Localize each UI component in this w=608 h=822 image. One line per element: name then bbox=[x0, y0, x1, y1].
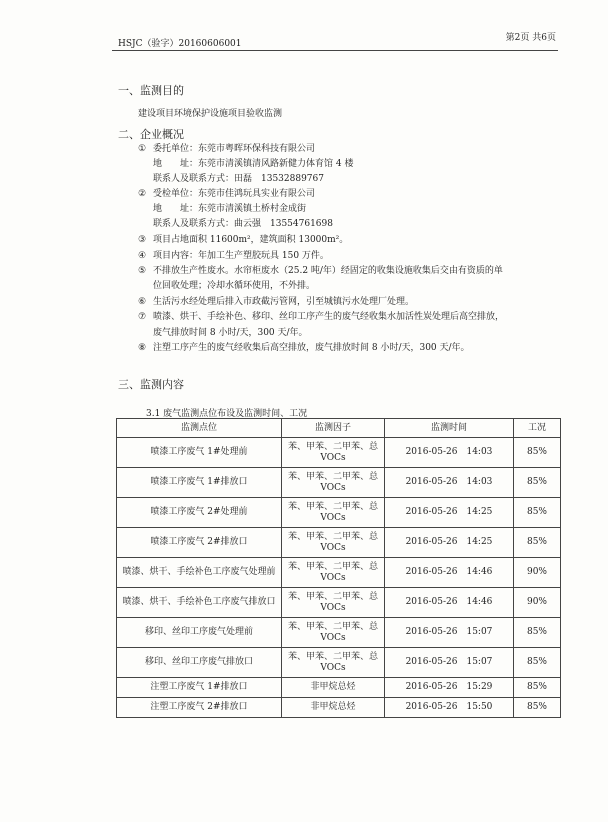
table-row bbox=[117, 618, 561, 648]
cell-factor: 苯、甲苯、二甲苯、总 VOCs bbox=[282, 438, 385, 468]
item-text: 项目占地面积 11600m²，建筑面积 13000m²。 bbox=[153, 235, 349, 245]
table-row bbox=[117, 698, 561, 718]
cell-factor: 苯、甲苯、二甲苯、总 VOCs bbox=[282, 558, 385, 588]
section2-heading: 二、企业概况 bbox=[118, 128, 184, 141]
cell-time: 2016-05-26 14:25 bbox=[385, 528, 514, 558]
item-text: 地 址：东莞市清溪镇土桥村金成街 bbox=[153, 204, 307, 214]
table-row bbox=[117, 498, 561, 528]
cell-cond: 85% bbox=[514, 648, 561, 678]
doc-id: HSJC（验字）20160606001 bbox=[118, 39, 242, 49]
item-text: 喷漆、烘干、手绘补色、移印、丝印工序产生的废气经收集水加活性炭处理后高空排放， bbox=[153, 312, 505, 322]
table-caption: 3.1 废气监测点位布设及监测时间、工况 bbox=[146, 409, 308, 419]
cell-factor: 苯、甲苯、二甲苯、总 VOCs bbox=[282, 588, 385, 618]
cell-time: 2016-05-26 14:25 bbox=[385, 498, 514, 528]
cell-cond: 85% bbox=[514, 678, 561, 698]
monitoring-table bbox=[116, 418, 561, 718]
cell-cond: 85% bbox=[514, 468, 561, 498]
cell-time: 2016-05-26 15:07 bbox=[385, 618, 514, 648]
table-row bbox=[117, 468, 561, 498]
table-row bbox=[117, 558, 561, 588]
cell-point: 喷漆工序废气 2#排放口 bbox=[117, 528, 282, 558]
page-number: 第2页 共6页 bbox=[505, 33, 556, 43]
item-text: 地 址：东莞市清溪镇清风路新健力体育馆 4 楼 bbox=[153, 159, 354, 169]
item-number: ③ bbox=[138, 235, 147, 245]
company-item bbox=[138, 233, 558, 248]
item-text: 位回收处理；冷却水循环使用，不外排。 bbox=[153, 281, 316, 291]
item-number: ② bbox=[138, 189, 147, 199]
item-text: 项目内容：年加工生产塑胶玩具 150 万件。 bbox=[153, 251, 329, 261]
cell-cond: 85% bbox=[514, 438, 561, 468]
company-item bbox=[138, 142, 558, 157]
cell-cond: 85% bbox=[514, 498, 561, 528]
item-text: 委托单位：东莞市粤晖环保科技有限公司 bbox=[153, 144, 316, 154]
cell-time: 2016-05-26 14:46 bbox=[385, 558, 514, 588]
item-text: 不排放生产性废水。水帘柜废水（25.2 吨/年）经固定的收集设施收集后交由有资质的单 bbox=[153, 266, 503, 276]
cell-time: 2016-05-26 14:46 bbox=[385, 588, 514, 618]
section1-heading: 一、监测目的 bbox=[118, 84, 184, 97]
item-text: 联系人及联系方式：田磊 13532889767 bbox=[153, 174, 324, 184]
cell-point: 喷漆工序废气 1#排放口 bbox=[117, 468, 282, 498]
cell-point: 注塑工序废气 1#排放口 bbox=[117, 678, 282, 698]
table-row bbox=[117, 528, 561, 558]
section3-heading: 三、监测内容 bbox=[118, 378, 184, 391]
table-row bbox=[117, 678, 561, 698]
item-text: 废气排放时间 8 小时/天，300 天/年。 bbox=[153, 328, 308, 338]
company-item bbox=[153, 202, 573, 217]
cell-cond: 85% bbox=[514, 618, 561, 648]
cell-cond: 90% bbox=[514, 588, 561, 618]
cell-factor: 苯、甲苯、二甲苯、总 VOCs bbox=[282, 648, 385, 678]
company-item bbox=[138, 249, 558, 264]
cell-factor: 苯、甲苯、二甲苯、总 VOCs bbox=[282, 528, 385, 558]
cell-cond: 85% bbox=[514, 698, 561, 718]
col-header-time: 监测时间 bbox=[385, 419, 514, 438]
cell-point: 移印、丝印工序废气处理前 bbox=[117, 618, 282, 648]
col-header-point: 监测点位 bbox=[117, 419, 282, 438]
table-row bbox=[117, 588, 561, 618]
header-rule bbox=[112, 50, 558, 51]
item-number: ⑧ bbox=[138, 343, 147, 353]
item-number: ⑥ bbox=[138, 297, 147, 307]
cell-factor: 苯、甲苯、二甲苯、总 VOCs bbox=[282, 498, 385, 528]
cell-cond: 90% bbox=[514, 558, 561, 588]
company-item bbox=[138, 341, 558, 356]
company-item bbox=[153, 279, 573, 294]
cell-cond: 85% bbox=[514, 528, 561, 558]
cell-point: 喷漆工序废气 2#处理前 bbox=[117, 498, 282, 528]
item-number: ④ bbox=[138, 251, 147, 261]
cell-point: 注塑工序废气 2#排放口 bbox=[117, 698, 282, 718]
col-header-condition: 工况 bbox=[514, 419, 561, 438]
table-row bbox=[117, 438, 561, 468]
item-text: 受检单位：东莞市佳鸿玩具实业有限公司 bbox=[153, 189, 316, 199]
item-text: 联系人及联系方式：曲云强 13554761698 bbox=[153, 219, 333, 229]
item-text: 生活污水经处理后排入市政截污管网，引至城镇污水处理厂处理。 bbox=[153, 297, 415, 307]
cell-time: 2016-05-26 15:07 bbox=[385, 648, 514, 678]
company-item bbox=[153, 326, 573, 341]
col-header-factor: 监测因子 bbox=[282, 419, 385, 438]
table-row bbox=[117, 648, 561, 678]
company-item bbox=[153, 172, 573, 187]
cell-time: 2016-05-26 14:03 bbox=[385, 438, 514, 468]
company-item bbox=[153, 217, 573, 232]
cell-factor: 非甲烷总烃 bbox=[282, 698, 385, 718]
cell-time: 2016-05-26 15:29 bbox=[385, 678, 514, 698]
item-number: ⑤ bbox=[138, 266, 147, 276]
cell-factor: 非甲烷总烃 bbox=[282, 678, 385, 698]
section1-text: 建设项目环境保护设施项目验收监测 bbox=[138, 109, 283, 119]
cell-factor: 苯、甲苯、二甲苯、总 VOCs bbox=[282, 618, 385, 648]
company-item bbox=[138, 310, 558, 325]
company-item bbox=[138, 187, 558, 202]
table-header-row bbox=[117, 419, 561, 438]
cell-time: 2016-05-26 15:50 bbox=[385, 698, 514, 718]
item-number: ① bbox=[138, 144, 147, 154]
cell-time: 2016-05-26 14:03 bbox=[385, 468, 514, 498]
cell-point: 移印、丝印工序废气排放口 bbox=[117, 648, 282, 678]
cell-point: 喷漆工序废气 1#处理前 bbox=[117, 438, 282, 468]
company-item bbox=[138, 295, 558, 310]
company-item bbox=[153, 157, 573, 172]
company-item bbox=[138, 264, 558, 279]
cell-point: 喷漆、烘干、手绘补色工序废气排放口 bbox=[117, 588, 282, 618]
cell-factor: 苯、甲苯、二甲苯、总 VOCs bbox=[282, 468, 385, 498]
item-text: 注塑工序产生的废气经收集后高空排放，废气排放时间 8 小时/天，300 天/年。 bbox=[153, 343, 470, 353]
cell-point: 喷漆、烘干、手绘补色工序废气处理前 bbox=[117, 558, 282, 588]
item-number: ⑦ bbox=[138, 312, 147, 322]
